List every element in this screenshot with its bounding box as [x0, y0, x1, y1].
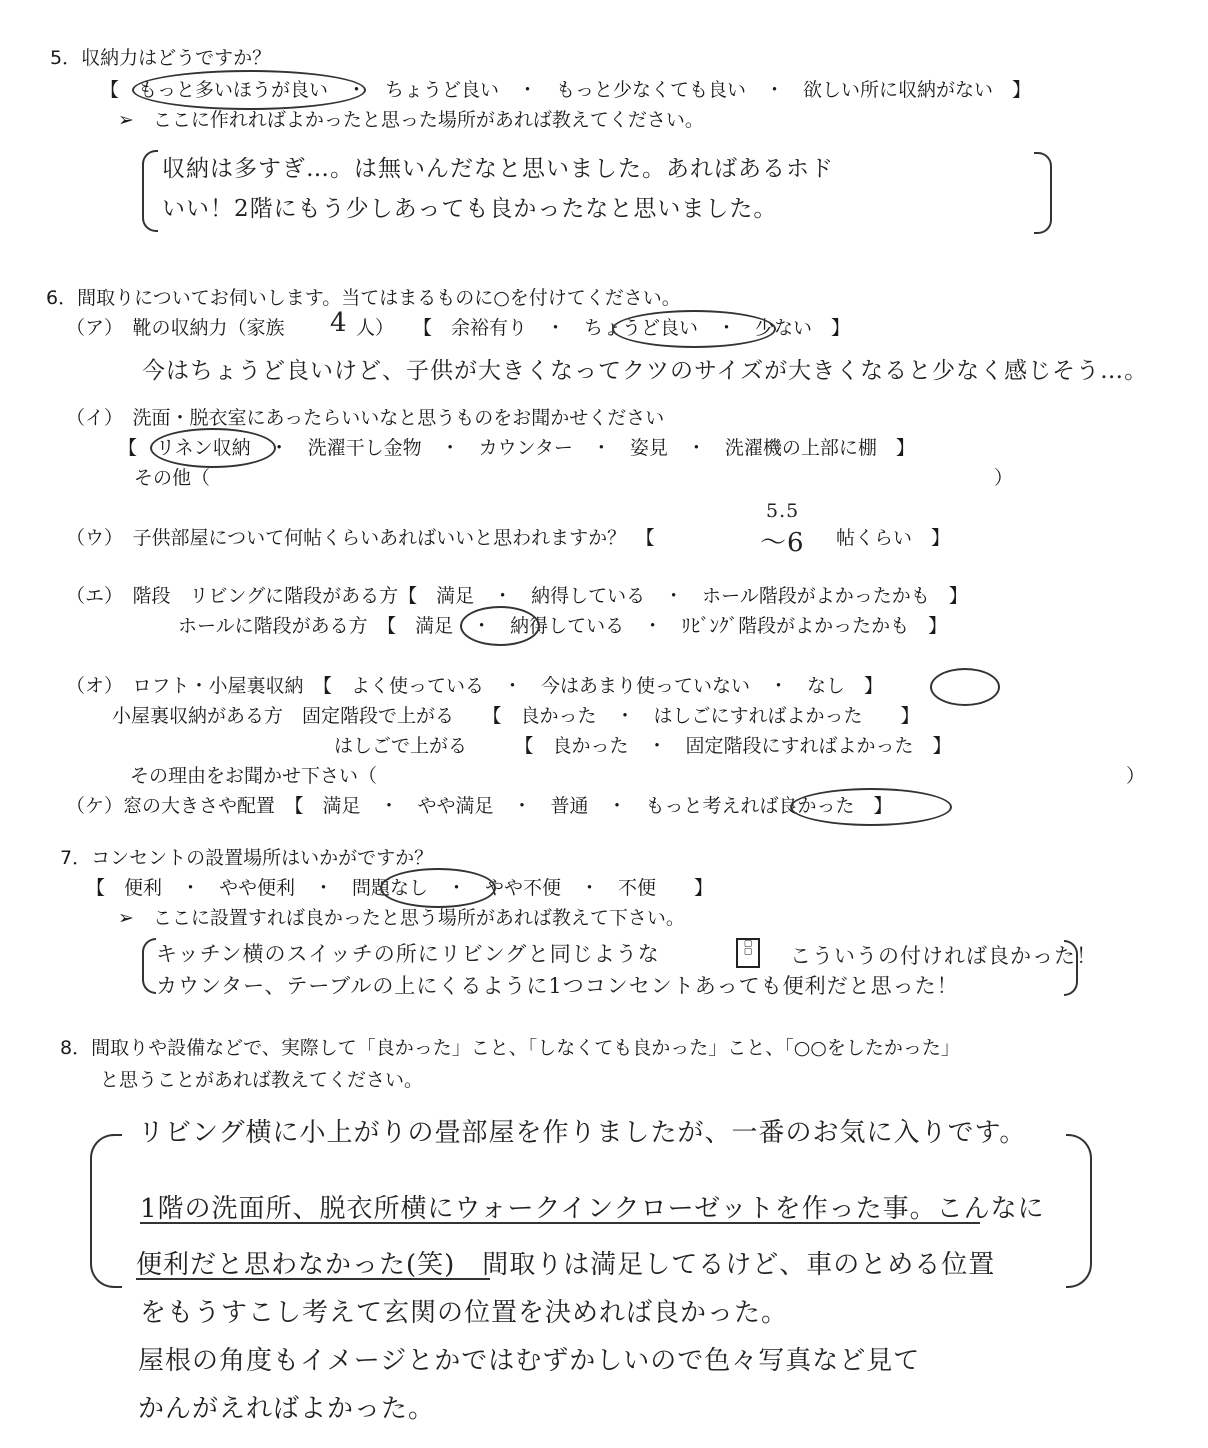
q6-title: 6．間取りについてお伺いします。当てはまるものに○を付けてください。: [46, 287, 681, 309]
q6-o-sub-fixed: 小屋裏収納がある方 固定階段で上がる 【 良かった ・ はしごにすればよかった 】: [112, 705, 920, 727]
q6-e-hall: ホールに階段がある方 【 満足 ・ 納得している ・ ﾘﾋﾞﾝｸﾞ階段がよかったかも 】: [178, 615, 948, 637]
q8-answer-line4: をもうすこし考えて玄関の位置を決めれば良かった。: [140, 1298, 789, 1328]
q6-o-reason-close: ）: [1126, 765, 1146, 787]
q6-i-other: その他（: [134, 467, 211, 489]
q8-answer-bracket-left: [90, 1134, 122, 1288]
q8-answer-line6: かんがえればよかった。: [138, 1394, 436, 1424]
q5-answer-line2: いい！2階にもう少しあっても良かったなと思いました。: [162, 196, 778, 222]
q5-answer-line1: 収納は多すぎ…。は無いんだなと思いました。あればあるホド: [162, 156, 834, 182]
q5-selected-circle: [132, 70, 366, 110]
q6-ke-label: （ケ）窓の大きさや配置 【 満足 ・ やや満足 ・ 普通 ・ もっと考えれば良かった 】: [66, 795, 893, 817]
q6-o-sub-ladder: はしごで上がる 【 良かった ・ 固定階段にすればよかった 】: [334, 735, 952, 757]
q5-prompt: ➢ ここに作れればよかったと思った場所があれば教えてください。: [118, 109, 704, 131]
q8-answer-line2: 1階の洗面所、脱衣所横にウォークインクローゼットを作った事。こんなに: [140, 1194, 1045, 1224]
q6-a-label: （ア） 靴の収納力（家族: [66, 317, 285, 339]
q6-i-other-close: ）: [994, 467, 1014, 489]
q5-title: 5．収納力はどうですか？: [50, 47, 272, 69]
q8-line2-underline: [140, 1222, 980, 1224]
q6-ke-selected-circle: [790, 788, 952, 826]
q8-title: 8．間取りや設備などで、実際して「良かった」こと、「しなくても良かった」こと、「○○をしたかった」: [60, 1037, 960, 1059]
q6-a-family-count: 4: [330, 308, 348, 338]
switch-plate-icon: ▢ ▢: [736, 938, 760, 968]
q6-i-label: （イ） 洗面・脱衣室にあったらいいなと思うものをお聞かせください: [66, 407, 665, 429]
q6-u-answer: ～6: [760, 528, 805, 558]
q7-answer-line1a: キッチン横のスイッチの所にリビングと同じような: [156, 942, 660, 966]
q6-a-options: 人） 【 余裕有り ・ ちょうど良い ・ 少ない 】: [356, 317, 851, 339]
q7-options: 【 便利 ・ やや便利 ・ 問題なし ・ やや不便 ・ 不便 】: [86, 877, 714, 899]
q7-title: 7．コンセントの設置場所はいかがですか？: [60, 847, 434, 869]
q7-answer-line2: カウンター、テーブルの上にくるように1つコンセントあっても便利だと思った！: [156, 974, 959, 998]
q6-u-suffix: 帖くらい 】: [836, 527, 951, 549]
q8-title2: と思うことがあれば教えてください。: [100, 1069, 424, 1091]
q7-answer-bracket-left: [142, 938, 156, 994]
q7-selected-circle: [380, 868, 496, 908]
q6-o-reason: その理由をお聞かせ下さい（: [130, 765, 378, 787]
q8-answer-line3: 便利だと思わなかった(笑) 間取りは満足してるけど、車のとめる位置: [136, 1250, 996, 1280]
q6-i-selected-circle: [150, 428, 276, 468]
q5-answer-bracket-right: [1034, 152, 1052, 234]
q6-o-selected-circle: [930, 668, 1000, 706]
q8-answer-bracket-right: [1066, 1134, 1092, 1288]
q6-a-answer: 今はちょうど良いけど、子供が大きくなってクツのサイズが大きくなると少なく感じそう…。: [142, 358, 1149, 384]
q8-answer-line1: リビング横に小上がりの畳部屋を作りましたが、一番のお気に入りです。: [138, 1118, 1027, 1148]
q6-a-selected-circle: [612, 310, 776, 348]
q6-o-label: （オ） ロフト・小屋裏収納 【 よく使っている ・ 今はあまり使っていない ・ なし 】: [66, 675, 884, 697]
q6-e-selected-circle: [460, 606, 540, 646]
q7-prompt: ➢ ここに設置すれば良かったと思う場所があれば教えて下さい。: [118, 907, 685, 929]
q6-i-options: 【 リネン収納 ・ 洗濯干し金物 ・ カウンター ・ 姿見 ・ 洗濯機の上部に棚 】: [118, 437, 915, 459]
q6-u-label: （ウ） 子供部屋について何帖くらいあればいいと思われますか？ 【: [66, 527, 655, 549]
q5-answer-bracket-left: [142, 150, 158, 232]
q8-line3-underline: [136, 1278, 490, 1280]
q8-answer-line5: 屋根の角度もイメージとかではむずかしいので色々写真など見て: [138, 1346, 921, 1376]
q5-options: 【 もっと多いほうが良い ・ ちょうど良い ・ もっと少なくても良い ・ 欲しい所に収納がない 】: [100, 79, 1032, 101]
q7-answer-line1b: こういうの付ければ良かった！: [790, 944, 1098, 968]
q6-e-label: （エ） 階段 リビングに階段がある方【 満足 ・ 納得している ・ ホール階段がよかったかも 】: [66, 585, 968, 607]
q6-u-answer-top: 5.5: [766, 500, 800, 522]
